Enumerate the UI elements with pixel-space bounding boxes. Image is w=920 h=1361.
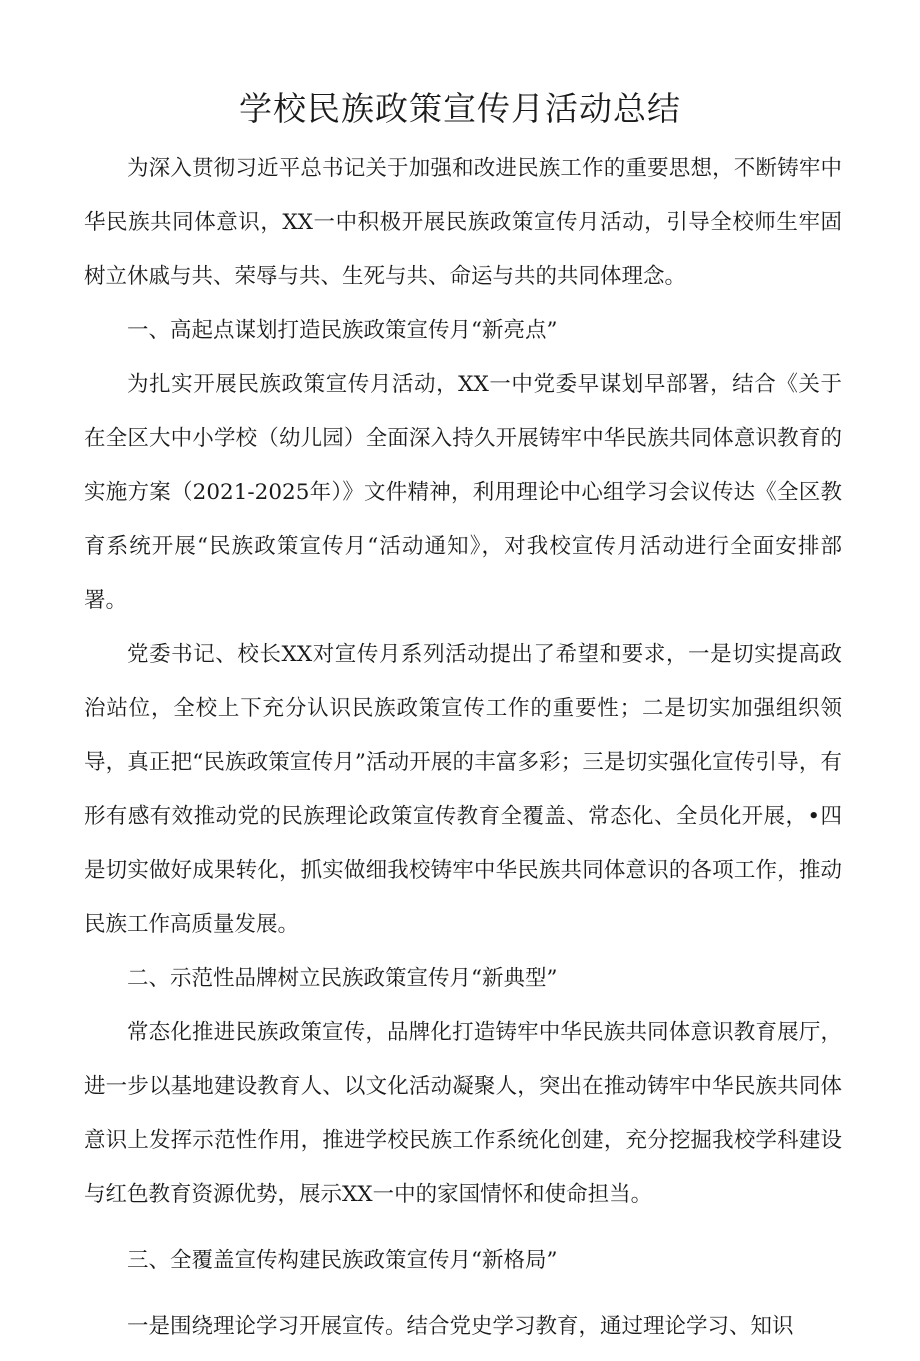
- body-paragraph: 一是围绕理论学习开展宣传。结合党史学习教育，通过理论学习、知识: [127, 1314, 794, 1339]
- body-paragraph: 党委书记、校长XX对宣传月系列活动提出了希望和要求，一是切实提高政治站位，全校上下充分认识民族政策宣传工作的重要性；二是切实加强组织领导，真正把“民族政策宣传月”活动开展的丰富多彩；三是切实强化宣传引导，有形有感有效推动党的民族理论政策宣传教育全覆盖、常态化、全员化开展，•四是切实做好成果转化，抓实做细我校铸牢中华民族共同体意识的各项工作，推动民族工作高质量发展。: [84, 642, 842, 937]
- document-title: 学校民族政策宣传月活动总结: [239, 89, 681, 128]
- section-heading-2: 二、示范性品牌树立民族政策宣传月“新典型”: [127, 966, 558, 991]
- section-heading-3: 三、全覆盖宣传构建民族政策宣传月“新格局”: [127, 1248, 558, 1273]
- document-body: [84, 142, 842, 1354]
- body-paragraph: 为扎实开展民族政策宣传月活动，XX一中党委早谋划早部署，结合《关于在全区大中小学校（幼儿园）全面深入持久开展铸牢中华民族共同体意识教育的实施方案（2021-2025年）》文件精神，利用理论中心组学习会议传达《全区教育系统开展“民族政策宣传月“活动通知》，对我校宣传月活动进行全面安排部署。: [84, 372, 842, 613]
- section-heading-1: 一、高起点谋划打造民族政策宣传月“新亮点”: [127, 318, 558, 343]
- body-paragraph: 常态化推进民族政策宣传，品牌化打造铸牢中华民族共同体意识教育展厅，进一步以基地建设教育人、以文化活动凝聚人，突出在推动铸牢中华民族共同体意识上发挥示范性作用，推进学校民族工作系统化创建，充分挖掘我校学科建设与红色教育资源优势，展示XX一中的家国情怀和使命担当。: [84, 1020, 842, 1207]
- intro-paragraph: 为深入贯彻习近平总书记关于加强和改进民族工作的重要思想，不断铸牢中华民族共同体意识，XX一中积极开展民族政策宣传月活动，引导全校师生牢固树立休戚与共、荣辱与共、生死与共、命运与共的共同体理念。: [84, 156, 842, 289]
